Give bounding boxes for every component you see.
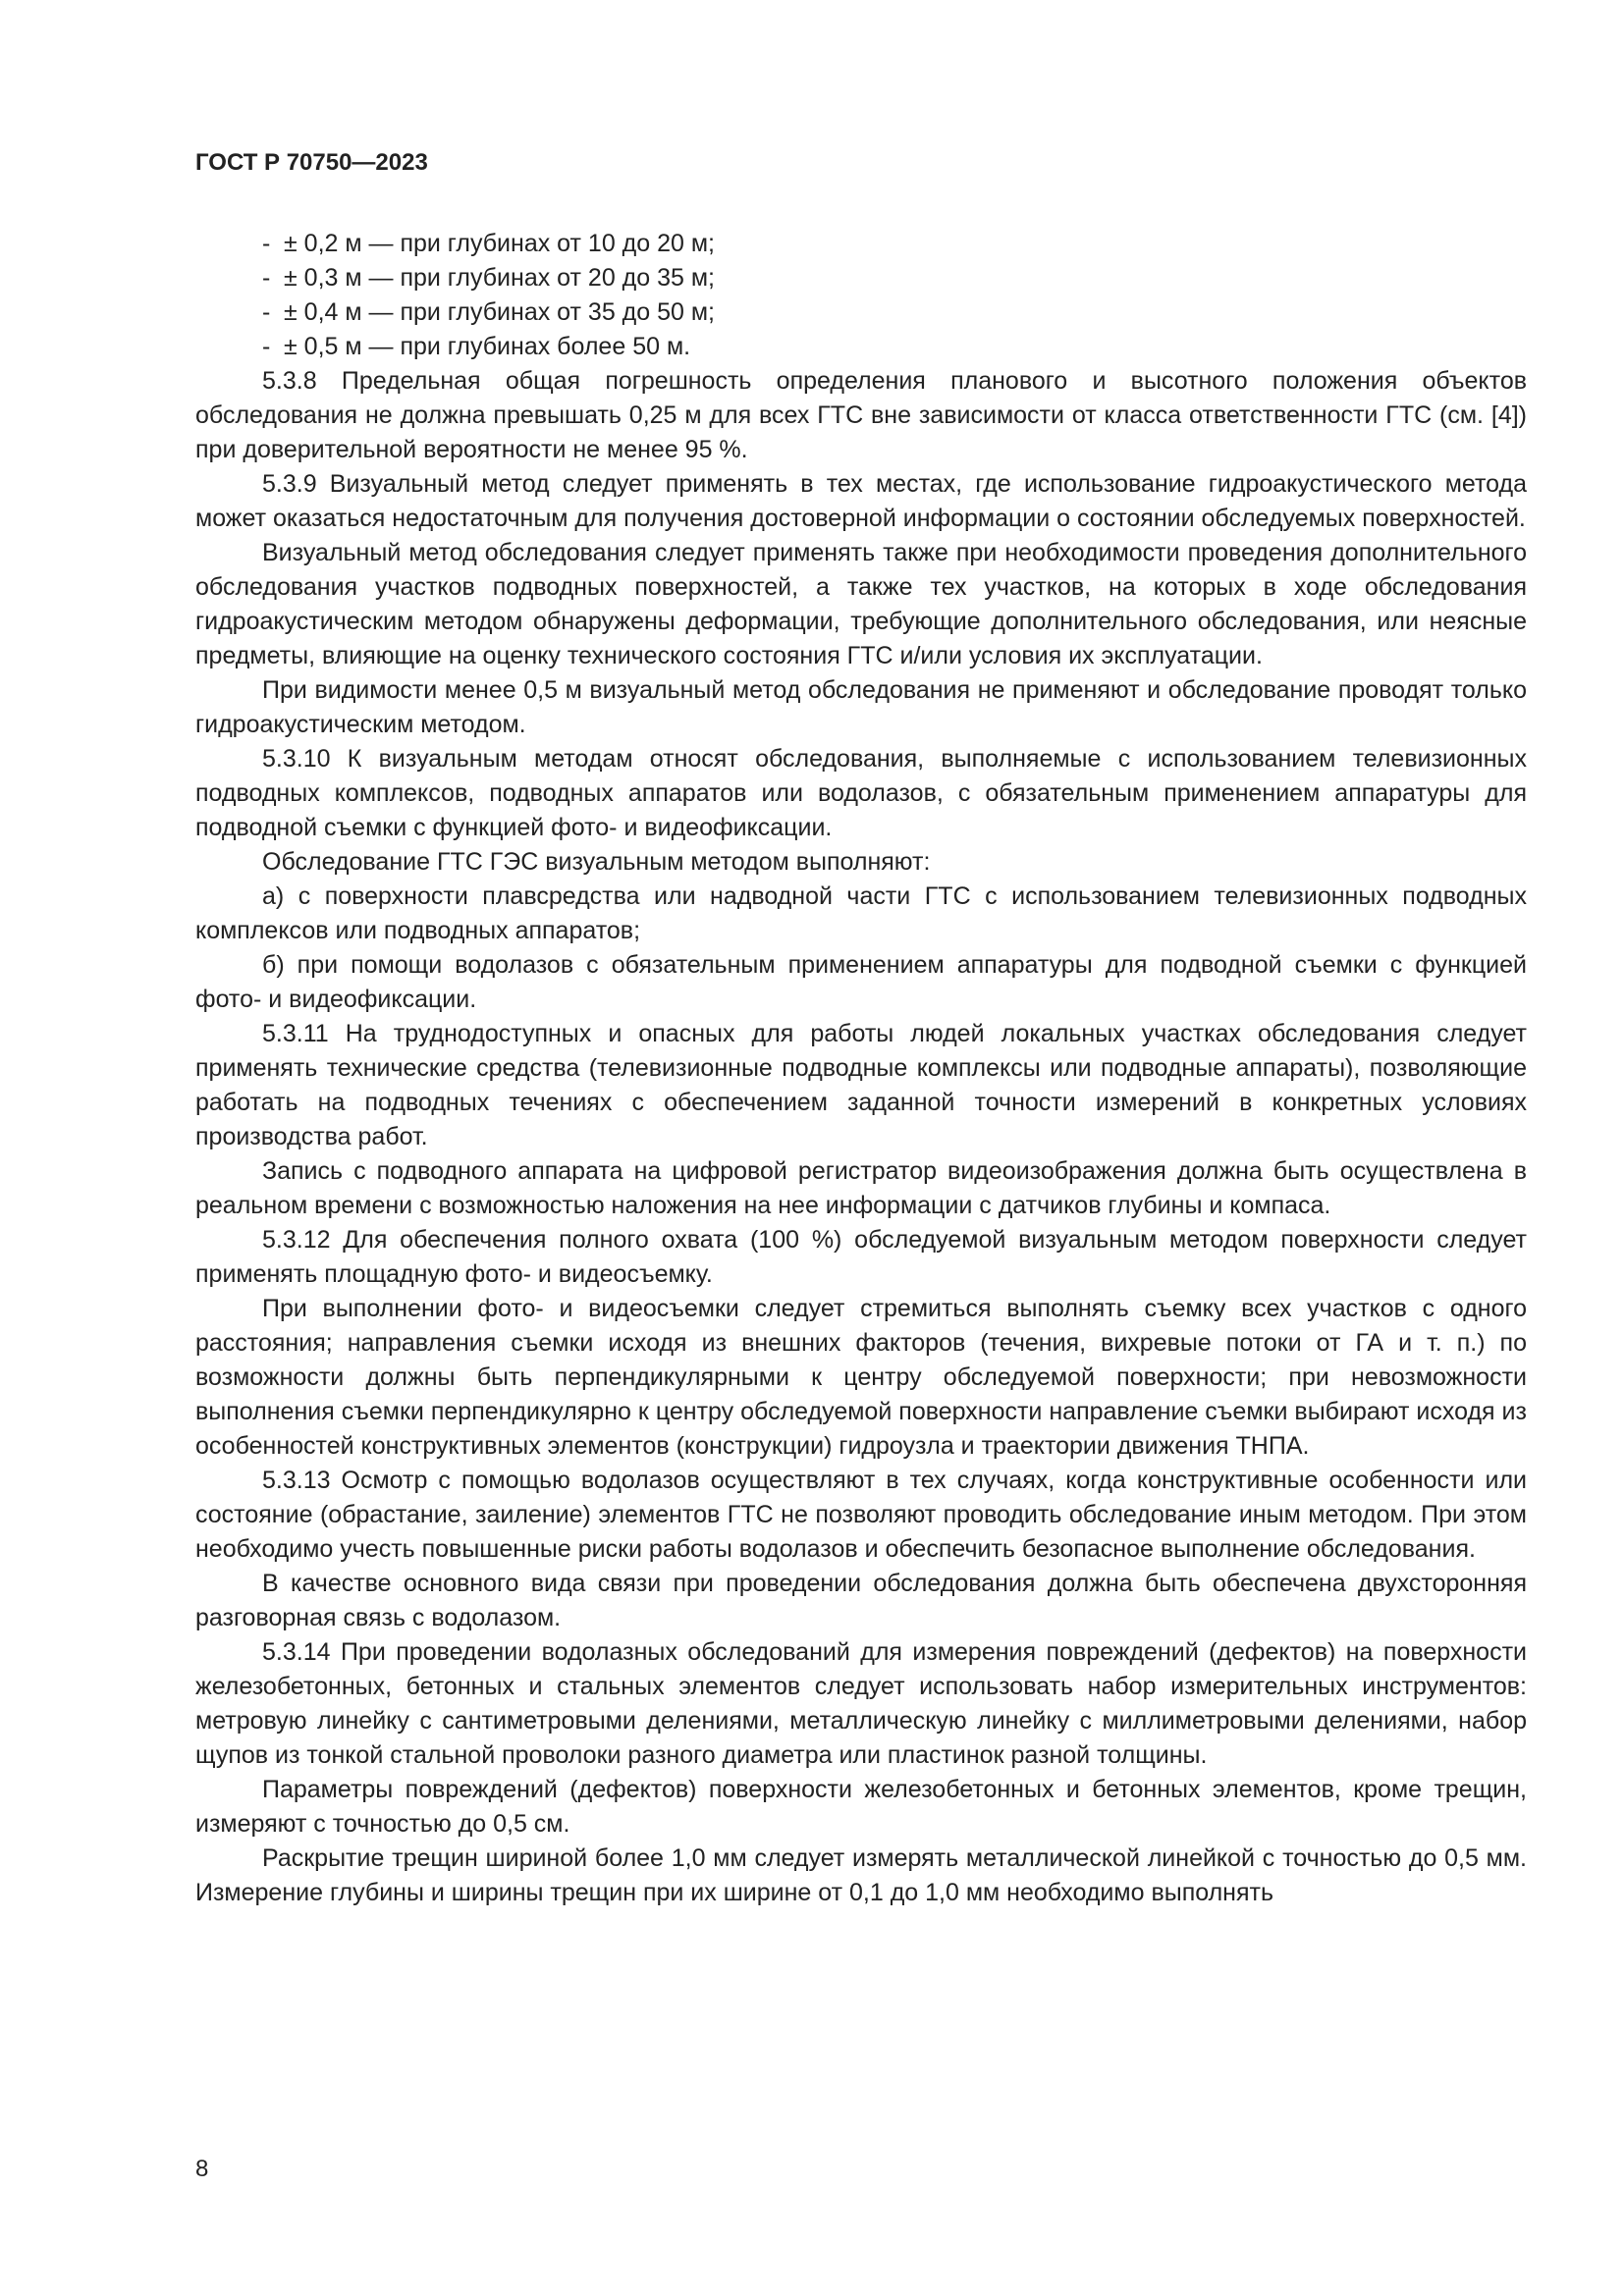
paragraph-5-3-9: 5.3.9 Визуальный метод следует применять в тех местах, где использование гидроакустического метода может оказаться недостаточным для получения достоверной информации о состоянии обследуемых поверхностей.	[195, 470, 1527, 532]
paragraph-5-3-8: 5.3.8 Предельная общая погрешность определения планового и высотного положения объектов обследования не должна превышать 0,25 м для всех ГТС вне зависимости от класса ответственности ГТС (см. [4]) при доверительной вероятности не менее 95 %.	[195, 367, 1527, 463]
paragraph: Раскрытие трещин шириной более 1,0 мм следует измерять металлической линейкой с точностью до 0,5 мм. Измерение глубины и ширины трещин при их ширине от 0,1 до 1,0 мм необходимо выполнять	[195, 1844, 1527, 1906]
dash-marker: -	[262, 264, 271, 292]
dash-marker: -	[262, 298, 271, 326]
paragraph-5-3-12: 5.3.12 Для обеспечения полного охвата (100 %) обследуемой визуальным методом поверхности следует применять площадную фото- и видеосъемку.	[195, 1226, 1527, 1288]
document-code: ГОСТ Р 70750—2023	[195, 149, 428, 176]
paragraph: Обследование ГТС ГЭС визуальным методом выполняют:	[262, 848, 931, 876]
list-item	[195, 295, 1527, 330]
paragraph: Запись с подводного аппарата на цифровой регистратор видеоизображения должна быть осуществлена в реальном времени с возможностью наложения на нее информации с датчиков глубины и компаса.	[195, 1157, 1527, 1219]
list-item	[195, 261, 1527, 295]
paragraph: В качестве основного вида связи при проведении обследования должна быть обеспечена двухсторонняя разговорная связь с водолазом.	[195, 1570, 1527, 1631]
list-item-text: ± 0,2 м — при глубинах от 10 до 20 м;	[284, 230, 716, 257]
list-item	[195, 330, 1527, 364]
paragraph-5-3-14: 5.3.14 При проведении водолазных обследований для измерения повреждений (дефектов) на поверхности железобетонных, бетонных и стальных элементов следует использовать набор измерительных инструментов: метровую линейку с сантиметровыми делениями, металлическую линейку с миллиметровыми делениями, набор щупов из тонкой стальной проволоки разного диаметра или пластинок разной толщины.	[195, 1638, 1527, 1769]
list-item-text: ± 0,4 м — при глубинах от 35 до 50 м;	[284, 298, 716, 326]
paragraph: Визуальный метод обследования следует применять также при необходимости проведения дополнительного обследования участков подводных поверхностей, а также тех участков, на которых в ходе обследования гидроакустическим методом обнаружены деформации, требующие дополнительного обследования, или неясные предметы, влияющие на оценку технического состояния ГТС и/или условия их эксплуатации.	[195, 539, 1527, 669]
document-body	[195, 227, 1527, 1910]
paragraph-5-3-10: 5.3.10 К визуальным методам относят обследования, выполняемые с использованием телевизионных подводных комплексов, подводных аппаратов или водолазов, с обязательным применением аппаратуры для подводной съемки с функцией фото- и видеофиксации.	[195, 745, 1527, 841]
list-item-a: а) с поверхности плавсредства или надводной части ГТС с использованием телевизионных подводных комплексов или подводных аппаратов;	[195, 882, 1527, 944]
list-item-text: ± 0,5 м — при глубинах более 50 м.	[284, 333, 691, 360]
dash-marker: -	[262, 230, 271, 257]
page-number: 8	[195, 2156, 209, 2182]
paragraph-5-3-13: 5.3.13 Осмотр с помощью водолазов осуществляют в тех случаях, когда конструктивные особенности или состояние (обрастание, заиление) элементов ГТС не позволяют проводить обследование иным методом. При этом необходимо учесть повышенные риски работы водолазов и обеспечить безопасное выполнение обследования.	[195, 1467, 1527, 1563]
paragraph-5-3-11: 5.3.11 На труднодоступных и опасных для работы людей локальных участках обследования следует применять технические средства (телевизионные подводные комплексы или подводные аппараты), позволяющие работать на подводных течениях с обеспечением заданной точности измерений в конкретных условиях производства работ.	[195, 1020, 1527, 1150]
list-item-text: ± 0,3 м — при глубинах от 20 до 35 м;	[284, 264, 716, 292]
paragraph: При выполнении фото- и видеосъемки следует стремиться выполнять съемку всех участков с одного расстояния; направления съемки исходя из внешних факторов (течения, вихревые потоки от ГА и т. п.) по возможности должны быть перпендикулярными к центру обследуемой поверхности; при невозможности выполнения съемки перпендикулярно к центру обследуемой поверхности направление съемки выбирают исходя из особенностей конструктивных элементов (конструкции) гидроузла и траектории движения ТНПА.	[195, 1295, 1527, 1460]
list-item-b: б) при помощи водолазов с обязательным применением аппаратуры для подводной съемки с функцией фото- и видеофиксации.	[195, 951, 1527, 1013]
paragraph: Параметры повреждений (дефектов) поверхности железобетонных и бетонных элементов, кроме трещин, измеряют с точностью до 0,5 см.	[195, 1776, 1527, 1838]
list-item	[195, 227, 1527, 261]
paragraph: При видимости менее 0,5 м визуальный метод обследования не применяют и обследование проводят только гидроакустическим методом.	[195, 676, 1527, 738]
dash-marker: -	[262, 333, 271, 360]
